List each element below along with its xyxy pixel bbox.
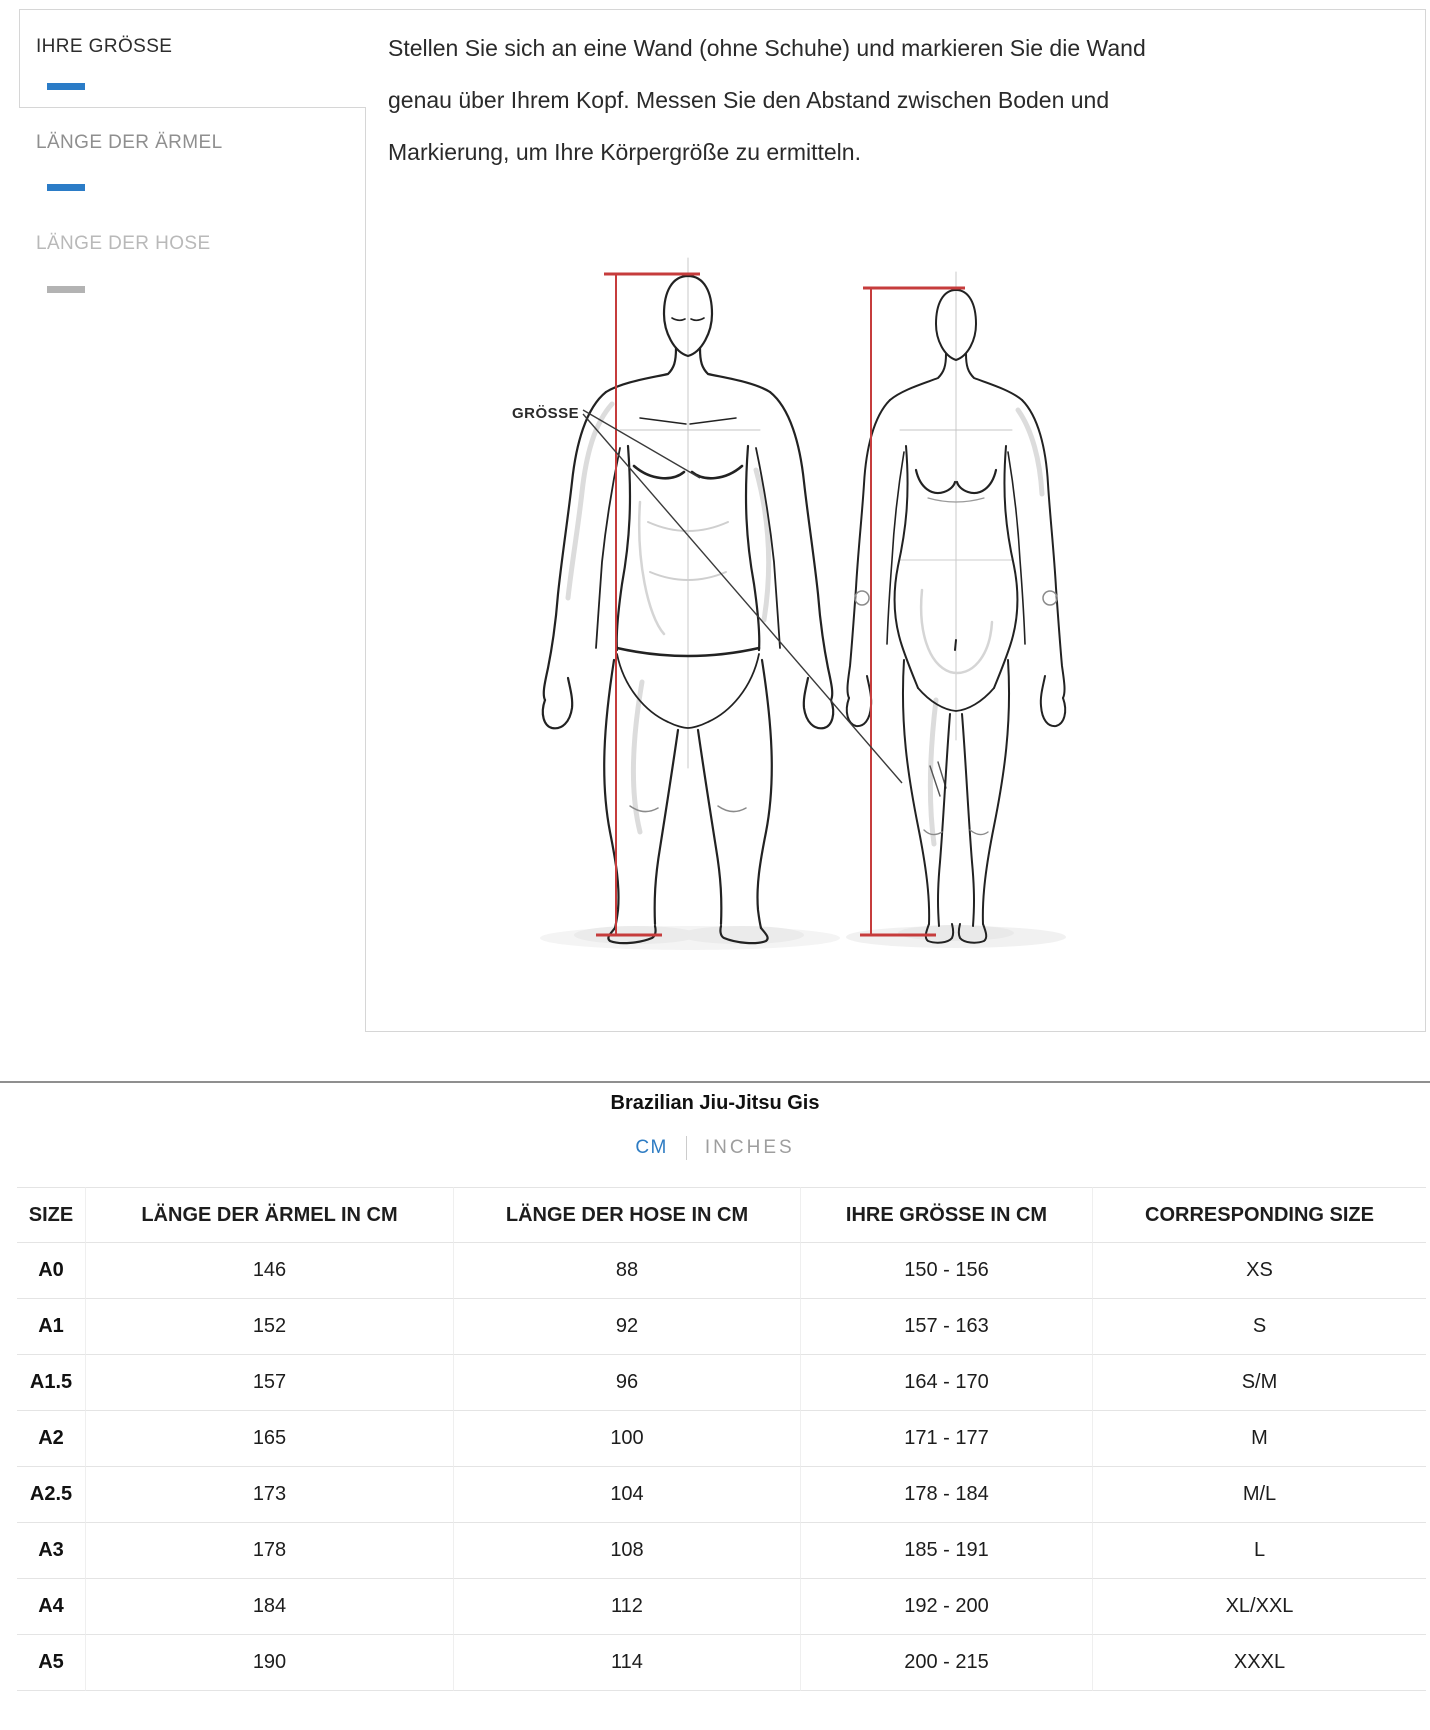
table-cell: 164 - 170 (801, 1355, 1093, 1411)
table-cell: M (1093, 1411, 1426, 1467)
instruction-line: genau über Ihrem Kopf. Messen Sie den Abstand zwischen Boden und (388, 87, 1110, 113)
table-cell: 112 (454, 1579, 801, 1635)
table-cell: 152 (86, 1299, 454, 1355)
table-cell: 184 (86, 1579, 454, 1635)
size-cell: A0 (17, 1243, 86, 1299)
section-divider (0, 1081, 1430, 1083)
table-cell: S (1093, 1299, 1426, 1355)
instruction-line: Markierung, um Ihre Körpergröße zu ermitteln. (388, 139, 861, 165)
column-header: LÄNGE DER HOSE IN CM (454, 1187, 801, 1243)
table-cell: 157 (86, 1355, 454, 1411)
size-cell: A2.5 (17, 1467, 86, 1523)
table-cell: 150 - 156 (801, 1243, 1093, 1299)
size-chart-table (17, 1187, 1426, 1691)
table-cell: 108 (454, 1523, 801, 1579)
size-chart-title: Brazilian Jiu-Jitsu Gis (610, 1092, 820, 1114)
table-cell: XXXL (1093, 1635, 1426, 1691)
table-cell: 200 - 215 (801, 1635, 1093, 1691)
size-cell: A4 (17, 1579, 86, 1635)
table-cell: 88 (454, 1243, 801, 1299)
male-figure-sketch (543, 258, 833, 943)
column-header: CORRESPONDING SIZE (1093, 1187, 1426, 1243)
table-cell: 92 (454, 1299, 801, 1355)
table-cell: 146 (86, 1243, 454, 1299)
table-cell: 173 (86, 1467, 454, 1523)
table-cell: L (1093, 1523, 1426, 1579)
table-cell: 171 - 177 (801, 1411, 1093, 1467)
table-cell: 96 (454, 1355, 801, 1411)
table-cell: 114 (454, 1635, 801, 1691)
height-measure-line-female (860, 288, 965, 935)
size-cell: A1.5 (17, 1355, 86, 1411)
unit-option-cm[interactable]: CM (635, 1137, 668, 1158)
table-cell: XS (1093, 1243, 1426, 1299)
size-cell: A5 (17, 1635, 86, 1691)
table-cell: 104 (454, 1467, 801, 1523)
unit-toggle-separator (686, 1136, 687, 1160)
table-cell: 190 (86, 1635, 454, 1691)
table-cell: XL/XXL (1093, 1579, 1426, 1635)
female-figure-sketch (847, 272, 1065, 943)
column-header: IHRE GRÖSSE IN CM (801, 1187, 1093, 1243)
table-cell: 100 (454, 1411, 801, 1467)
groesse-label: GRÖSSE (512, 405, 580, 422)
size-cell: A1 (17, 1299, 86, 1355)
tab-label: LÄNGE DER HOSE (36, 233, 211, 254)
table-cell: 178 - 184 (801, 1467, 1093, 1523)
size-cell: A2 (17, 1411, 86, 1467)
tab-label: LÄNGE DER ÄRMEL (36, 132, 223, 153)
column-header: SIZE (17, 1187, 86, 1243)
table-cell: 192 - 200 (801, 1579, 1093, 1635)
size-cell: A3 (17, 1523, 86, 1579)
table-cell: 178 (86, 1523, 454, 1579)
table-cell: 185 - 191 (801, 1523, 1093, 1579)
tab-label: IHRE GRÖSSE (36, 36, 173, 57)
table-cell: S/M (1093, 1355, 1426, 1411)
table-cell: M/L (1093, 1467, 1426, 1523)
unit-option-inches[interactable]: INCHES (704, 1137, 795, 1158)
unit-toggle (0, 1136, 1430, 1160)
table-cell: 165 (86, 1411, 454, 1467)
column-header: LÄNGE DER ÄRMEL IN CM (86, 1187, 454, 1243)
table-cell: 157 - 163 (801, 1299, 1093, 1355)
instruction-line: Stellen Sie sich an eine Wand (ohne Schuhe) und markieren Sie die Wand (388, 35, 1146, 61)
